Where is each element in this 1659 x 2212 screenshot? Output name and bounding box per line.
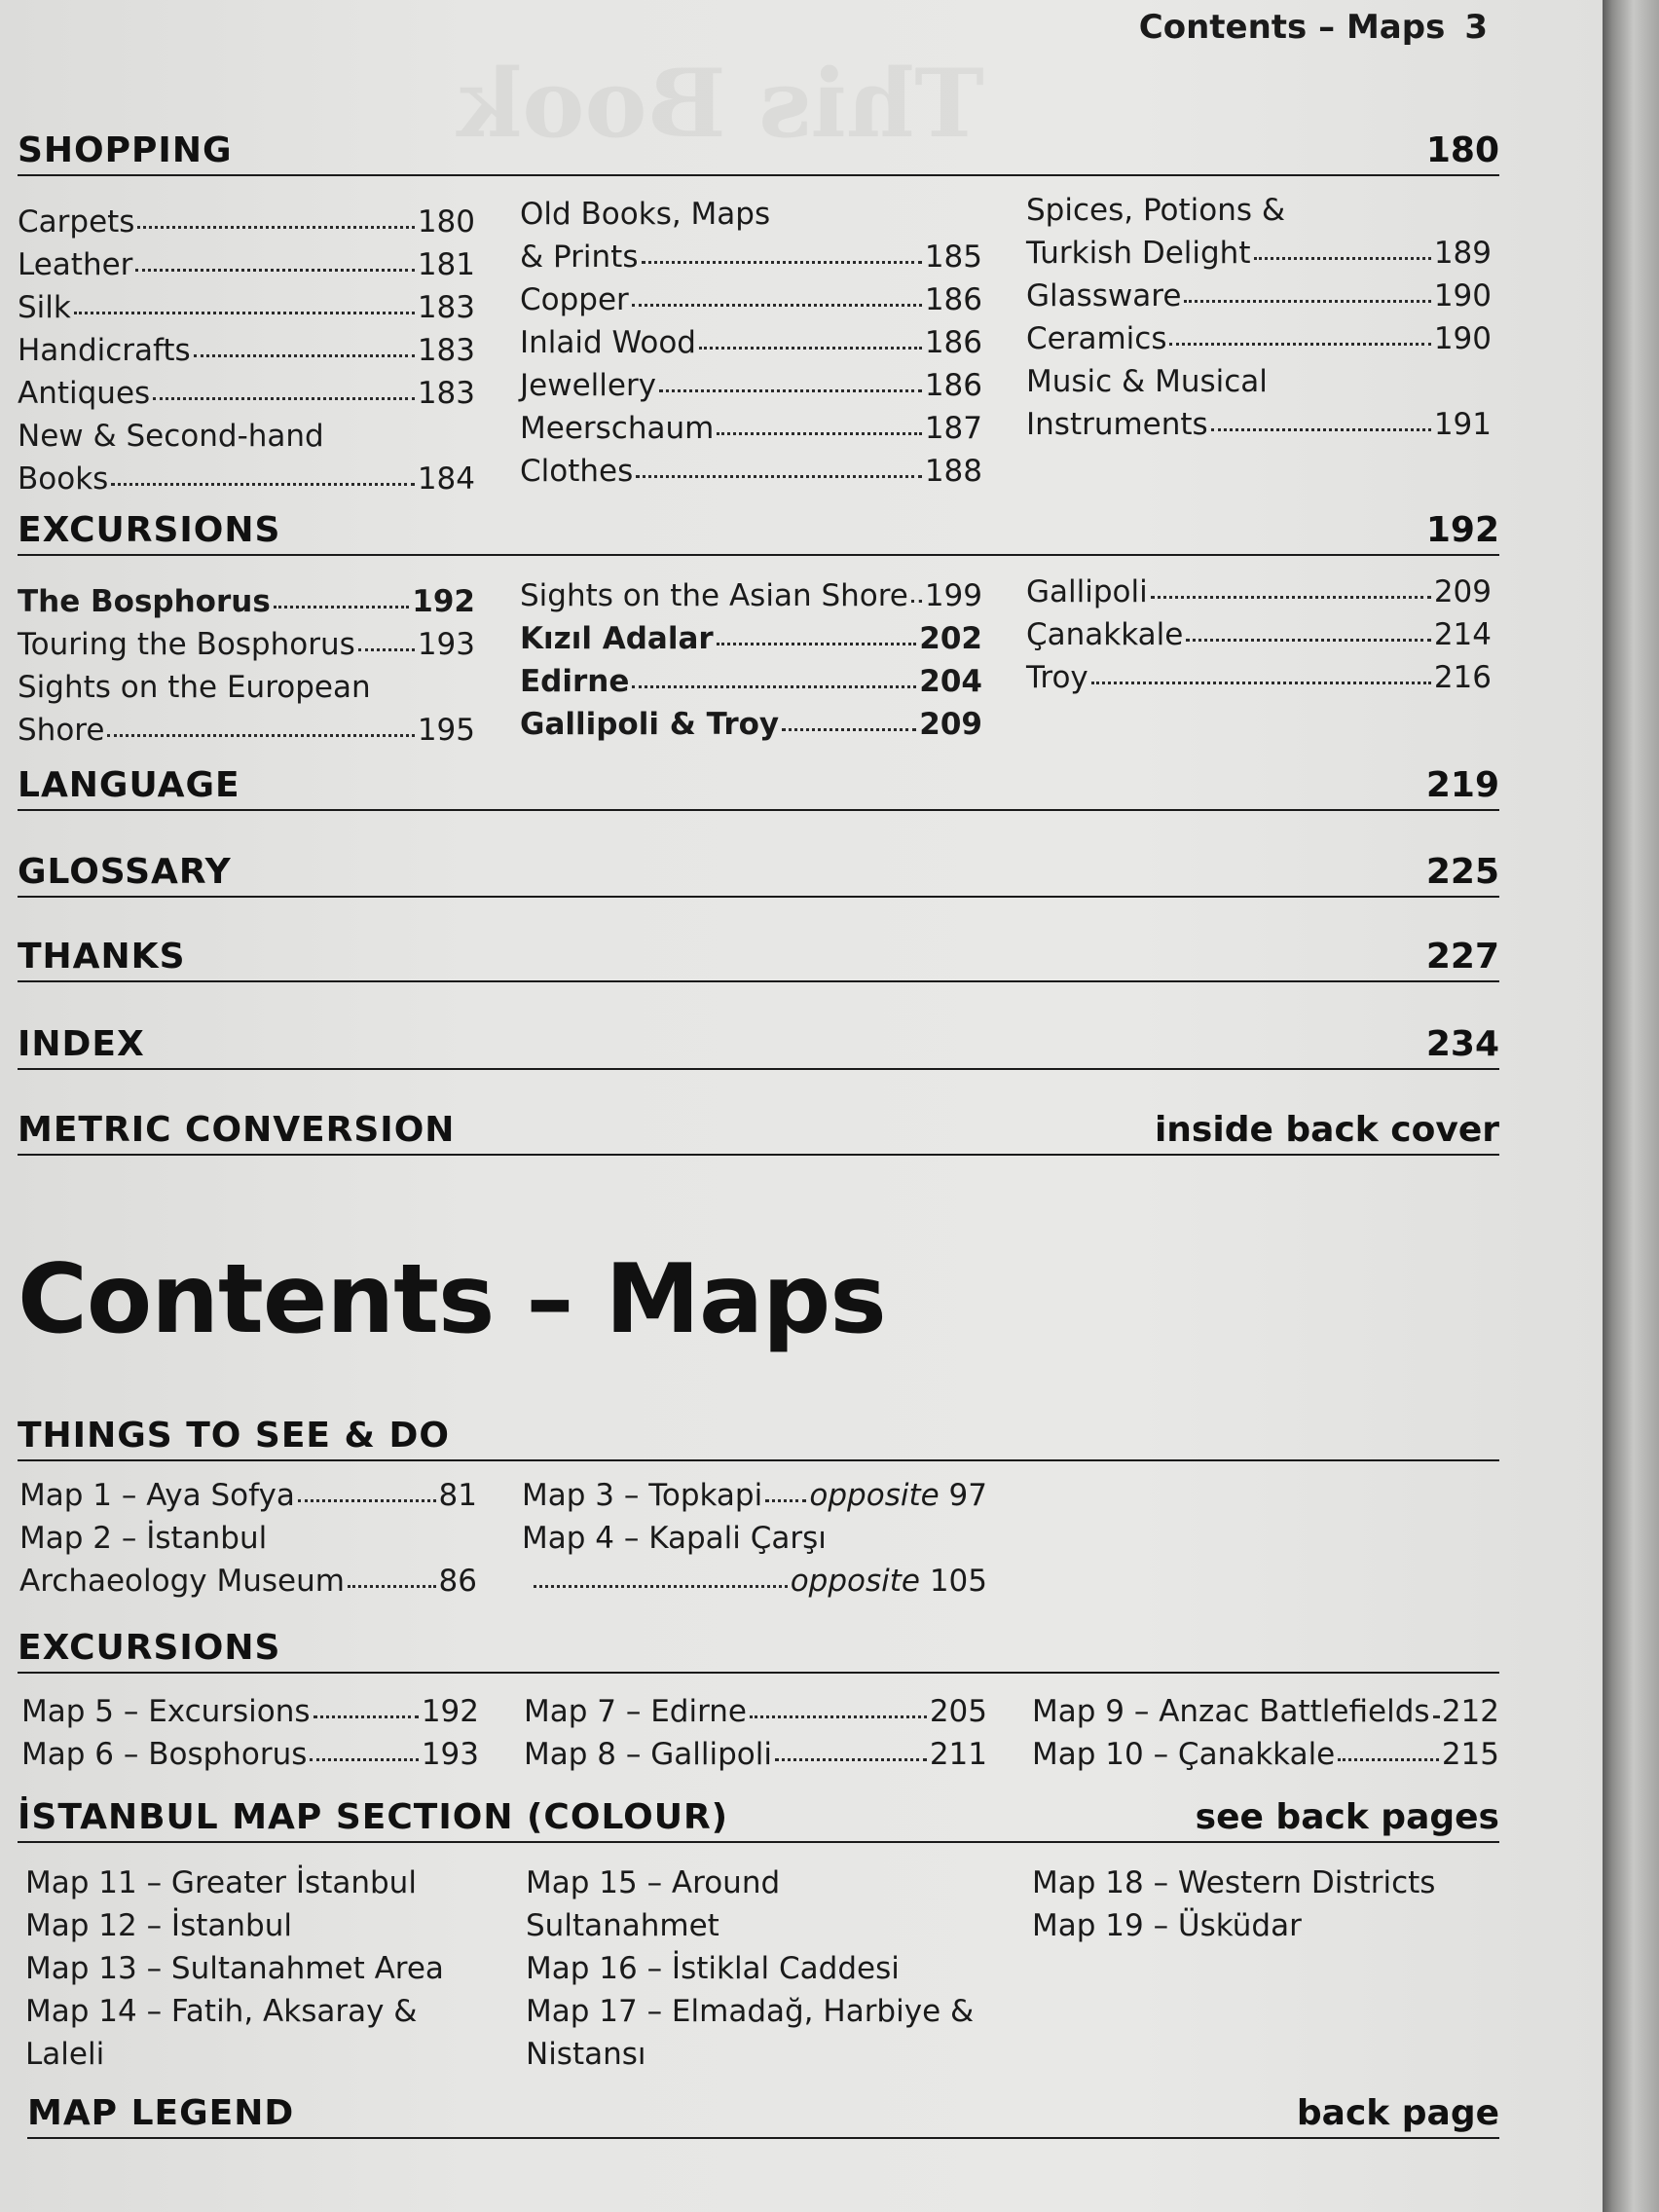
toc-entry[interactable]: Archaeology Museum 86 <box>19 1564 477 1599</box>
section-title: SHOPPING <box>18 130 233 170</box>
map-excursions-col-2 <box>524 1690 987 1776</box>
toc-entry[interactable]: Touring the Bosphorus 193 <box>18 627 475 662</box>
toc-entry[interactable]: Old Books, Maps <box>520 197 771 232</box>
toc-entry[interactable]: Ceramics 190 <box>1026 321 1492 356</box>
toc-entry[interactable]: Handicrafts 183 <box>18 333 475 368</box>
section-shopping <box>18 130 1499 176</box>
toc-entry[interactable]: Gallipoli 209 <box>1026 574 1492 609</box>
toc-entry[interactable]: Spices, Potions & <box>1026 193 1286 228</box>
toc-entry[interactable]: Map 13 – Sultanahmet Area <box>25 1951 444 1986</box>
toc-entry[interactable]: Map 3 – Topkapi opposite 97 <box>522 1478 987 1513</box>
section-page: 192 <box>1425 510 1499 550</box>
section-map-excursions: EXCURSIONS <box>18 1628 1499 1674</box>
excursions-col-3 <box>1026 571 1492 699</box>
book-spine <box>1603 0 1659 2212</box>
toc-entry[interactable]: Map 7 – Edirne 205 <box>524 1694 987 1729</box>
toc-entry[interactable]: Map 8 – Gallipoli 211 <box>524 1737 987 1772</box>
excursions-col-1 <box>18 580 475 752</box>
section-map-legend[interactable]: MAP LEGEND back page <box>27 2093 1499 2139</box>
toc-entry[interactable]: Inlaid Wood 186 <box>520 325 982 360</box>
map-excursions-col-1 <box>21 1690 479 1776</box>
section-excursions <box>18 510 1499 556</box>
map-excursions-col-3 <box>1032 1690 1499 1776</box>
toc-entry[interactable]: Instruments 191 <box>1026 407 1492 442</box>
toc-entry[interactable]: Map 10 – Çanakkale 215 <box>1032 1737 1499 1772</box>
toc-entry[interactable]: Books 184 <box>18 461 475 497</box>
running-head-page: 3 <box>1464 8 1488 47</box>
toc-entry[interactable]: Map 16 – İstiklal Caddesi <box>526 1951 900 1986</box>
toc-entry[interactable]: Clothes 188 <box>520 454 982 489</box>
toc-entry[interactable]: Music & Musical <box>1026 364 1268 399</box>
toc-entry[interactable]: Edirne 204 <box>520 664 982 699</box>
page-title: Contents – Maps <box>18 1244 886 1355</box>
toc-entry[interactable]: opposite 105 <box>522 1560 987 1603</box>
toc-entry[interactable]: Map 12 – İstanbul <box>25 1908 292 1943</box>
colour-col-3 <box>1032 1862 1499 1947</box>
toc-entry[interactable]: Gallipoli & Troy 209 <box>520 707 982 742</box>
toc-entry[interactable]: Map 9 – Anzac Battlefields 212 <box>1032 1694 1499 1729</box>
section-glossary[interactable]: GLOSSARY 225 <box>18 852 1499 898</box>
section-language[interactable]: LANGUAGE 219 <box>18 765 1499 811</box>
toc-entry[interactable]: Çanakkale 214 <box>1026 617 1492 652</box>
toc-entry[interactable]: Laleli <box>25 2037 105 2072</box>
toc-entry[interactable]: Map 11 – Greater İstanbul <box>25 1865 417 1900</box>
things-col-1 <box>19 1474 477 1603</box>
toc-entry[interactable]: & Prints 185 <box>520 240 982 275</box>
excursions-col-2 <box>520 574 982 746</box>
toc-entry[interactable]: Sights on the Asian Shore 199 <box>520 578 982 613</box>
toc-entry[interactable]: Sultanahmet <box>526 1908 719 1943</box>
toc-entry[interactable]: Map 19 – Üsküdar <box>1032 1908 1302 1943</box>
toc-entry[interactable]: Map 18 – Western Districts <box>1032 1865 1436 1900</box>
bleed-through-text: This Book <box>458 49 984 159</box>
things-col-2 <box>522 1474 987 1603</box>
toc-entry[interactable]: Kızıl Adalar 202 <box>520 621 982 656</box>
toc-entry[interactable]: Antiques 183 <box>18 376 475 411</box>
running-head-title: Contents – Maps <box>1138 8 1446 47</box>
section-page: 180 <box>1425 130 1499 170</box>
toc-entry[interactable]: The Bosphorus 192 <box>18 584 475 619</box>
toc-entry[interactable]: Map 15 – Around <box>526 1865 781 1900</box>
toc-entry[interactable]: Map 5 – Excursions 192 <box>21 1694 479 1729</box>
shopping-col-2 <box>520 193 982 493</box>
toc-entry[interactable]: Map 17 – Elmadağ, Harbiye & <box>526 1994 975 2029</box>
toc-entry[interactable]: Map 2 – İstanbul <box>19 1521 268 1556</box>
toc-entry[interactable]: Troy 216 <box>1026 660 1492 695</box>
toc-entry[interactable]: Map 1 – Aya Sofya 81 <box>19 1478 477 1513</box>
toc-entry[interactable]: Turkish Delight 189 <box>1026 236 1492 271</box>
toc-entry[interactable]: Sights on the European <box>18 670 371 705</box>
toc-entry[interactable]: Nistansı <box>526 2037 646 2072</box>
shopping-col-3 <box>1026 189 1492 446</box>
toc-entry[interactable]: New & Second-hand <box>18 419 324 454</box>
shopping-col-1 <box>18 201 475 500</box>
toc-entry[interactable]: Map 6 – Bosphorus 193 <box>21 1737 479 1772</box>
colour-col-2 <box>526 1862 1013 2076</box>
toc-entry[interactable]: Map 4 – Kapali Çarşı <box>522 1521 827 1556</box>
toc-entry[interactable]: Copper 186 <box>520 282 982 317</box>
toc-entry[interactable]: Map 14 – Fatih, Aksaray & <box>25 1994 418 2029</box>
section-title: EXCURSIONS <box>18 510 281 550</box>
section-index[interactable]: INDEX 234 <box>18 1024 1499 1070</box>
colour-col-1 <box>25 1862 512 2076</box>
section-things-to-see: THINGS TO SEE & DO <box>18 1416 1499 1461</box>
toc-entry[interactable]: Leather 181 <box>18 247 475 282</box>
toc-entry[interactable]: Silk 183 <box>18 290 475 325</box>
section-colour-map: İSTANBUL MAP SECTION (COLOUR) see back pages <box>18 1797 1499 1843</box>
section-thanks[interactable]: THANKS 227 <box>18 937 1499 982</box>
running-head <box>1139 8 1488 47</box>
toc-entry[interactable]: Meerschaum 187 <box>520 411 982 446</box>
toc-entry[interactable]: Glassware 190 <box>1026 278 1492 313</box>
toc-entry[interactable]: Jewellery 186 <box>520 368 982 403</box>
toc-entry[interactable]: Carpets 180 <box>18 204 475 240</box>
section-metric-conversion[interactable]: METRIC CONVERSION inside back cover <box>18 1110 1499 1156</box>
toc-entry[interactable]: Shore 195 <box>18 713 475 748</box>
